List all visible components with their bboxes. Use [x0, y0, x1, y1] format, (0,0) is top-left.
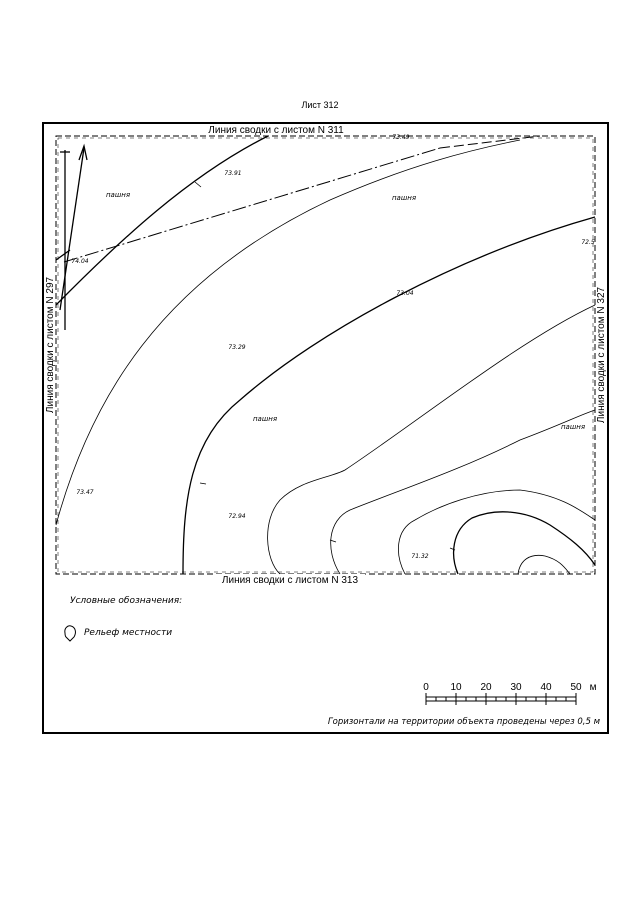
north-arrow-icon [56, 146, 87, 330]
contour-lines [56, 136, 595, 574]
legend-title: Условные обозначения: [70, 596, 183, 606]
land-label: пашня [391, 194, 417, 202]
scale-tick-label: 20 [480, 682, 492, 693]
contour-line [518, 555, 570, 574]
scale-tick-label: 40 [540, 682, 552, 693]
border-label-bottom: Линия сводки с листом N 313 [221, 575, 359, 586]
contour-interval-note: Горизонтали на территории объекта проведены через 0,5 м [327, 717, 600, 727]
border-label-top: Линия сводки с листом N 311 [208, 125, 344, 136]
contour-label: 73.04 [396, 290, 414, 297]
dashed-line [64, 136, 540, 262]
relief-symbol-icon [65, 626, 76, 641]
contour-line [331, 410, 595, 574]
contour-label: 73.91 [224, 170, 242, 177]
contour-label: 73.49 [392, 134, 410, 141]
scale-tick-label: 0 [423, 682, 429, 693]
contour-label: 72.94 [228, 513, 246, 520]
land-label: пашня [252, 415, 278, 423]
scale-tick-label: 30 [510, 682, 522, 693]
contour-label: 73.29 [228, 344, 246, 351]
contour-label: 74.04 [71, 258, 89, 265]
contour-line [398, 490, 595, 574]
contour-line [183, 217, 595, 574]
contour-line [454, 512, 595, 574]
border-label-right: Линия сводки с листом N 327 [596, 286, 607, 424]
contour-line [56, 136, 268, 305]
contour-label: 71.32 [411, 553, 429, 560]
scale-tick-label: 10 [450, 682, 462, 693]
slope-ticks [195, 182, 455, 550]
legend-relief-label: Рельеф местности [84, 628, 173, 638]
scale-unit: м [589, 682, 597, 693]
land-label: пашня [560, 423, 586, 431]
contour-label: 73.47 [76, 489, 94, 496]
sheet-title: Лист 312 [301, 100, 339, 110]
border-label-left: Линия сводки с листом N 297 [45, 276, 56, 414]
contour-line [268, 305, 595, 574]
land-label: пашня [105, 191, 131, 199]
outer-frame [43, 123, 608, 733]
contour-label: 72.5 [581, 239, 595, 246]
scale-bar [423, 682, 596, 705]
scale-tick-label: 50 [570, 682, 582, 693]
